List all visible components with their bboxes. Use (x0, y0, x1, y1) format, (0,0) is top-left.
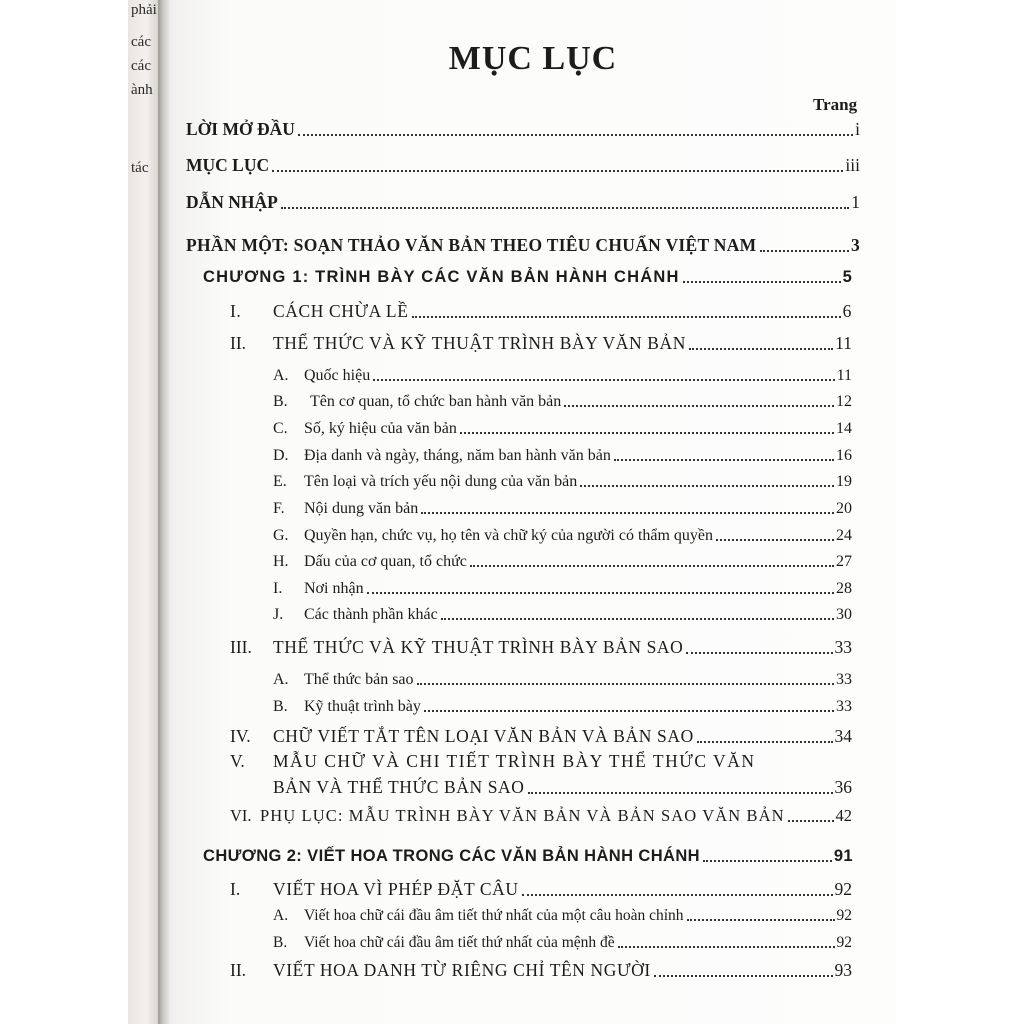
toc-entry-title: Các thành phần khác (304, 606, 438, 623)
toc-entry-title: Thể thức bản sao (304, 671, 414, 688)
toc-entry-title: CHƯƠNG 1: TRÌNH BÀY CÁC VĂN BẢN HÀNH CHÁNH (203, 267, 680, 286)
toc-entry-title: DẪN NHẬP (186, 191, 278, 212)
leader-dots (421, 496, 834, 514)
toc-entry-page: 24 (836, 527, 852, 544)
toc-entry-subsection (273, 389, 852, 411)
leader-dots (281, 189, 849, 209)
toc-entry-page: 33 (834, 636, 852, 657)
toc-entry-section-line1 (230, 751, 755, 772)
toc-entry-title: CÁCH CHỪA LỀ (273, 300, 409, 321)
toc-entry-number: A. (273, 671, 289, 688)
leader-dots (412, 298, 841, 318)
toc-entry-page: 92 (836, 933, 852, 951)
toc-entry-number: G. (273, 527, 289, 544)
page-margin-right (896, 0, 1024, 1024)
toc-entry-number: II. (230, 332, 247, 353)
leader-dots (460, 416, 834, 434)
toc-entry-subsection (273, 469, 852, 491)
toc-entry-number: H. (273, 553, 289, 570)
toc-entry-page: 11 (835, 332, 852, 353)
toc-entry-section (230, 957, 852, 981)
toc-entry-page: 34 (834, 725, 852, 746)
toc-entry-number: A. (273, 367, 289, 384)
toc-entry-number: D. (273, 447, 289, 464)
toc-entry-page: 93 (834, 959, 852, 980)
leader-dots (424, 694, 834, 712)
toc-entry-number: V. (230, 751, 245, 771)
leader-dots (298, 116, 853, 136)
leader-dots (522, 876, 833, 896)
toc-entry-chapter (203, 843, 853, 866)
toc-entry-title: Quyền hạn, chức vụ, họ tên và chữ ký của người có thẩm quyền (304, 527, 714, 544)
toc-entry-title: Nội dung văn bản (304, 500, 419, 517)
left-page-fragment: ành (131, 82, 153, 98)
toc-entry-subsection (273, 496, 852, 518)
toc-entry-subsection (273, 549, 852, 571)
toc-entry-title: Tên loại và trích yếu nội dung của văn bản (304, 473, 578, 490)
toc-entry-number: B. (273, 933, 288, 951)
toc-entry-title: PHẦN MỘT: SOẠN THẢO VĂN BẢN THEO TIÊU CHUẨN VIỆT NAM (186, 234, 757, 255)
toc-entry-page: 27 (836, 553, 852, 570)
toc-entry-title: Tên cơ quan, tổ chức ban hành văn bản (310, 393, 562, 410)
toc-entry-title: THỂ THỨC VÀ KỸ THUẬT TRÌNH BÀY BẢN SAO (273, 636, 684, 657)
leader-dots (373, 363, 834, 381)
toc-entry-page: 5 (842, 267, 853, 286)
toc-entry-part (186, 232, 860, 256)
toc-entry-page: 92 (834, 878, 852, 899)
toc-entry-title-continued: BẢN VÀ THỂ THỨC BẢN SAO (273, 776, 525, 797)
toc-entry-number: B. (273, 698, 288, 715)
leader-dots (689, 330, 833, 350)
leader-dots (367, 576, 834, 594)
leader-dots (760, 232, 849, 252)
toc-entry-page: 16 (836, 447, 852, 464)
toc-entry-title: THỂ THỨC VÀ KỸ THUẬT TRÌNH BÀY VĂN BẢN (273, 332, 686, 353)
toc-entry-section (230, 876, 852, 900)
leader-dots (528, 774, 833, 794)
leader-dots (654, 957, 833, 977)
leader-dots (687, 903, 835, 921)
toc-entry-number: I. (230, 300, 242, 321)
leader-dots (470, 549, 834, 567)
toc-entry-front-matter (186, 152, 860, 176)
leader-dots (441, 602, 834, 620)
toc-entry-number: F. (273, 500, 285, 517)
book-gutter (158, 0, 170, 1024)
toc-entry-title: CHỮ VIẾT TẮT TÊN LOẠI VĂN BẢN VÀ BẢN SAO (273, 725, 694, 746)
toc-entry-number: B. (273, 393, 288, 410)
toc-entry-title: Địa danh và ngày, tháng, năm ban hành văn bản (304, 447, 611, 464)
toc-entry-subsection (273, 602, 852, 624)
toc-entry-subsection (273, 903, 852, 925)
toc-entry-title: Dấu của cơ quan, tổ chức (304, 553, 467, 570)
toc-entry-subsection (273, 930, 852, 952)
left-page-fragment: phải (131, 2, 157, 18)
toc-entry-title: MẪU CHỮ VÀ CHI TIẾT TRÌNH BÀY THỂ THỨC VĂN (273, 751, 756, 771)
toc-entry-section (230, 330, 852, 354)
toc-entry-page: 12 (836, 393, 852, 410)
toc-entry-page: 92 (836, 906, 852, 924)
toc-entry-page: 3 (850, 234, 860, 255)
toc-entry-page: i (855, 118, 860, 139)
leader-dots (272, 152, 843, 172)
left-page-edge (128, 0, 158, 1024)
toc-entry-title: VIẾT HOA VÌ PHÉP ĐẶT CÂU (273, 878, 519, 899)
toc-entry-section (230, 723, 852, 747)
leader-dots (417, 667, 834, 685)
page-column-label: Trang (813, 95, 858, 114)
toc-entry-number: IV. (230, 725, 251, 746)
leader-dots (788, 803, 834, 822)
toc-entry-title: Viết hoa chữ cái đầu âm tiết thứ nhất của một câu hoàn chỉnh (304, 906, 684, 924)
toc-entry-subsection (273, 443, 852, 465)
toc-entry-section (230, 803, 852, 826)
toc-entry-subsection (273, 694, 852, 716)
toc-entry-title: Viết hoa chữ cái đầu âm tiết thứ nhất của mệnh đề (304, 933, 615, 951)
toc-entry-page: 42 (835, 805, 852, 825)
toc-entry-front-matter (186, 189, 860, 213)
toc-page (170, 0, 896, 1024)
toc-entry-number: II. (230, 959, 247, 980)
toc-entry-subsection (273, 523, 852, 545)
left-page-fragment: tác (131, 160, 149, 176)
left-page-fragment: các (131, 58, 151, 74)
toc-entry-page: 14 (836, 420, 852, 437)
leader-dots (716, 523, 834, 541)
leader-dots (564, 389, 834, 407)
leader-dots (580, 469, 834, 487)
toc-entry-number: A. (273, 906, 289, 924)
toc-entry-title: VIẾT HOA DANH TỪ RIÊNG CHỈ TÊN NGƯỜI (273, 959, 651, 980)
toc-entry-page: 1 (851, 191, 860, 212)
toc-entry-number: I. (273, 580, 283, 597)
toc-entry-title: PHỤ LỤC: MẪU TRÌNH BÀY VĂN BẢN VÀ BẢN SAO VĂN BẢN (260, 805, 785, 825)
toc-entry-number: E. (273, 473, 287, 490)
leader-dots (618, 930, 835, 948)
toc-entry-subsection (273, 363, 852, 385)
toc-entry-title: Nơi nhận (304, 580, 364, 597)
toc-entry-page: 20 (836, 500, 852, 517)
toc-entry-page: 33 (836, 671, 852, 688)
toc-entry-number: III. (230, 636, 252, 657)
toc-entry-chapter (203, 264, 853, 287)
toc-entry-title: Kỹ thuật trình bày (304, 698, 421, 715)
toc-entry-page: 11 (836, 367, 852, 384)
toc-entry-page: 30 (836, 606, 852, 623)
toc-entry-section-line2 (273, 774, 852, 798)
toc-entry-title: CHƯƠNG 2: VIẾT HOA TRONG CÁC VĂN BẢN HÀNH CHÁNH (203, 846, 700, 865)
toc-entry-title: MỤC LỤC (186, 154, 270, 175)
toc-entry-page: 91 (833, 846, 853, 865)
toc-entry-subsection (273, 576, 852, 598)
toc-entry-number: C. (273, 420, 288, 437)
toc-entry-title: Số, ký hiệu của văn bản (304, 420, 457, 437)
leader-dots (697, 723, 833, 743)
toc-entry-page: 28 (836, 580, 852, 597)
toc-entry-page: 36 (834, 776, 852, 797)
toc-entry-subsection (273, 416, 852, 438)
toc-entry-page: 6 (842, 300, 852, 321)
toc-entry-number: J. (273, 606, 284, 623)
page-title: MỤC LỤC (448, 40, 618, 77)
leader-dots (614, 443, 834, 461)
toc-entry-page: 33 (836, 698, 852, 715)
leader-dots (683, 264, 841, 283)
toc-entry-page: 19 (836, 473, 852, 490)
toc-entry-page: iii (845, 154, 860, 175)
leader-dots (686, 634, 832, 654)
toc-entry-number: VI. (230, 805, 252, 825)
toc-entry-title: LỜI MỞ ĐẦU (186, 118, 295, 139)
left-page-fragment: các (131, 34, 151, 50)
toc-entry-section (230, 298, 852, 322)
toc-entry-front-matter (186, 116, 860, 140)
toc-entry-title: Quốc hiệu (304, 367, 371, 384)
leader-dots (703, 843, 832, 862)
toc-entry-subsection (273, 667, 852, 689)
toc-entry-section (230, 634, 852, 658)
toc-entry-number: I. (230, 878, 241, 899)
